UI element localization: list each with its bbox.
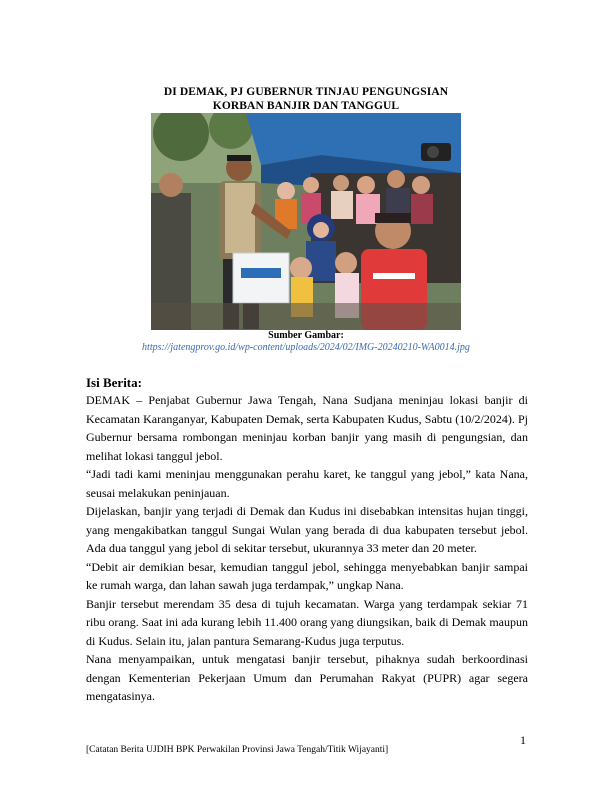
news-photo: [151, 113, 461, 330]
image-source-link[interactable]: https://jatengprov.go.id/wp-content/uploads/2024/02/IMG-20240210-WA0014.jpg: [142, 342, 470, 353]
article-paragraph: Nana menyampaikan, untuk mengatasi banjir tersebut, pihaknya sudah berkoordinasi dengan Kementerian Pekerjaan Umum dan Perumahan Rakyat (PUPR) agar segera mengatasinya.: [86, 652, 528, 703]
page-number: 1: [520, 733, 526, 747]
page-footer: [Catatan Berita UJDIH BPK Perwakilan Provinsi Jawa Tengah/Titik Wijayanti]: [86, 745, 389, 755]
article-paragraph: “Debit air demikian besar, kemudian tanggul jebol, sehingga menyebabkan banjir sampai ke rumah warga, dan lahan sawah juga terdampak,” ungkap Nana.: [86, 559, 528, 592]
title-line-1: DI DEMAK, PJ GUBERNUR TINJAU PENGUNGSIAN: [163, 86, 449, 98]
article-paragraph: “Jadi tadi kami meninjau menggunakan perahu karet, ke tanggul yang jebol,” kata Nana, seusai melakukan peninjauan.: [86, 467, 528, 500]
article-paragraph: Banjir tersebut merendam 35 desa di tujuh kecamatan. Warga yang terdampak sekiar 71 ribu orang. Saat ini ada kurang lebih 11.400 orang yang diungsikan, baik di Demak maupun di Kudus. Selain itu, jalan pantura Semarang-Kudus juga terputus.: [86, 596, 528, 648]
news-photo-illustration: [151, 113, 461, 330]
article-paragraph: Dijelaskan, banjir yang terjadi di Demak dan Kudus ini disebabkan intensitas hujan tinggi, yang mengakibatkan tanggul Sungai Wulan yang berada di dua kabupaten tersebut jebol. Ada dua tanggul yang jebol di sekitar tersebut, ukurannya 33 meter dan 20 meter.: [86, 504, 528, 555]
title-line-2: KORBAN BANJIR DAN TANGGUL: [212, 100, 400, 112]
document-title: [0, 85, 612, 113]
section-heading: Isi Berita:: [86, 375, 142, 390]
image-caption-label: Sumber Gambar:: [268, 330, 344, 341]
article-body: [86, 391, 528, 706]
article-paragraph: DEMAK – Penjabat Gubernur Jawa Tengah, Nana Sudjana meninjau lokasi banjir di Kecamatan Karanganyar, Kabupaten Demak, serta Kabupaten Kudus, Sabtu (10/2/2024). Pj Gubernur bersama rombongan meninjau korban banjir yang masih di pengungsian, dan melihat lokasi tanggul jebol.: [86, 393, 528, 463]
